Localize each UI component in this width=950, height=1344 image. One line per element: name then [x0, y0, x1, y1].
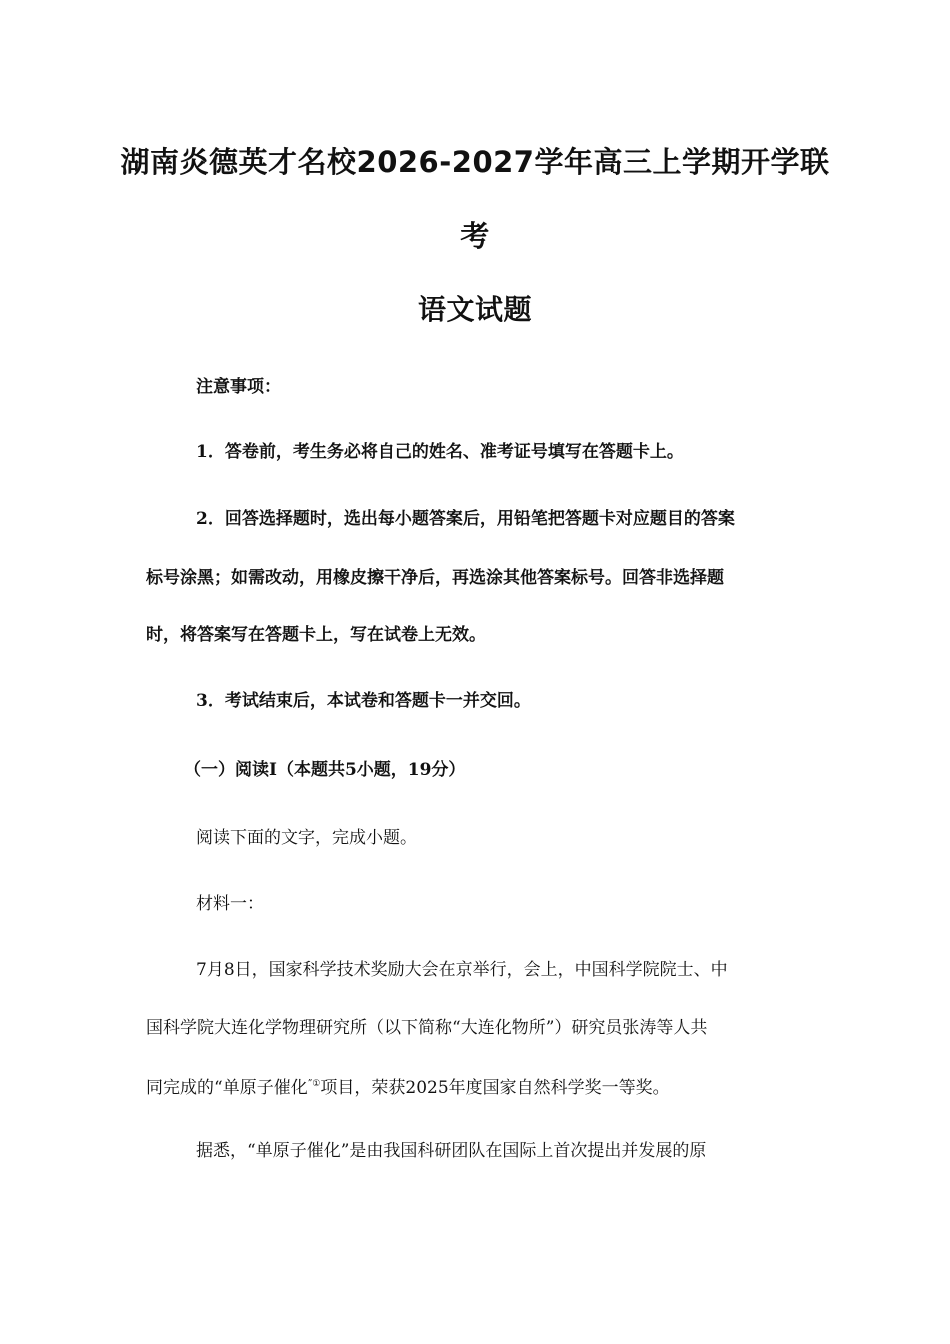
notice-item-1: 1．答卷前，考生务必将自己的姓名、准考证号填写在答题卡上。	[196, 442, 684, 462]
section-heading: （一）阅读Ⅰ（本题共5小题，19分）	[184, 760, 466, 780]
exam-title-line-1: 湖南炎德英才名校2026-2027学年高三上学期开学联	[120, 145, 830, 179]
paragraph-1-line-3-end: 项目，荣获2025年度国家自然科学奖一等奖。	[320, 1078, 670, 1098]
reading-instruction: 阅读下面的文字，完成小题。	[196, 828, 417, 848]
notice-item-2-line-1: 2．回答选择题时，选出每小题答案后，用铅笔把答题卡对应题目的答案	[196, 509, 735, 529]
paragraph-1-line-3-start: 同完成的“单原子催化	[146, 1078, 308, 1098]
paragraph-1-line-1: 7月8日，国家科学技术奖励大会在京举行，会上，中国科学院院士、中	[196, 960, 728, 980]
paragraph-1-line-2: 国科学院大连化学物理研究所（以下简称“大连化物所”）研究员张涛等人共	[146, 1018, 708, 1038]
subject-title: 语文试题	[417, 293, 532, 326]
notice-heading: 注意事项：	[196, 377, 281, 397]
notice-item-2-line-2: 标号涂黑；如需改动，用橡皮擦干净后，再选涂其他答案标号。回答非选择题	[146, 568, 724, 588]
notice-item-2-line-3: 时，将答案写在答题卡上，写在试卷上无效。	[146, 625, 486, 645]
paragraph-1-line-3	[146, 1072, 670, 1100]
notice-item-3: 3．考试结束后，本试卷和答题卡一并交回。	[196, 691, 531, 711]
material-label: 材料一：	[196, 894, 264, 914]
exam-title-line-2: 考	[460, 219, 490, 253]
footnote-marker: ”①	[307, 1079, 321, 1089]
paragraph-2-line-1: 据悉，“单原子催化”是由我国科研团队在国际上首次提出并发展的原	[196, 1141, 707, 1161]
